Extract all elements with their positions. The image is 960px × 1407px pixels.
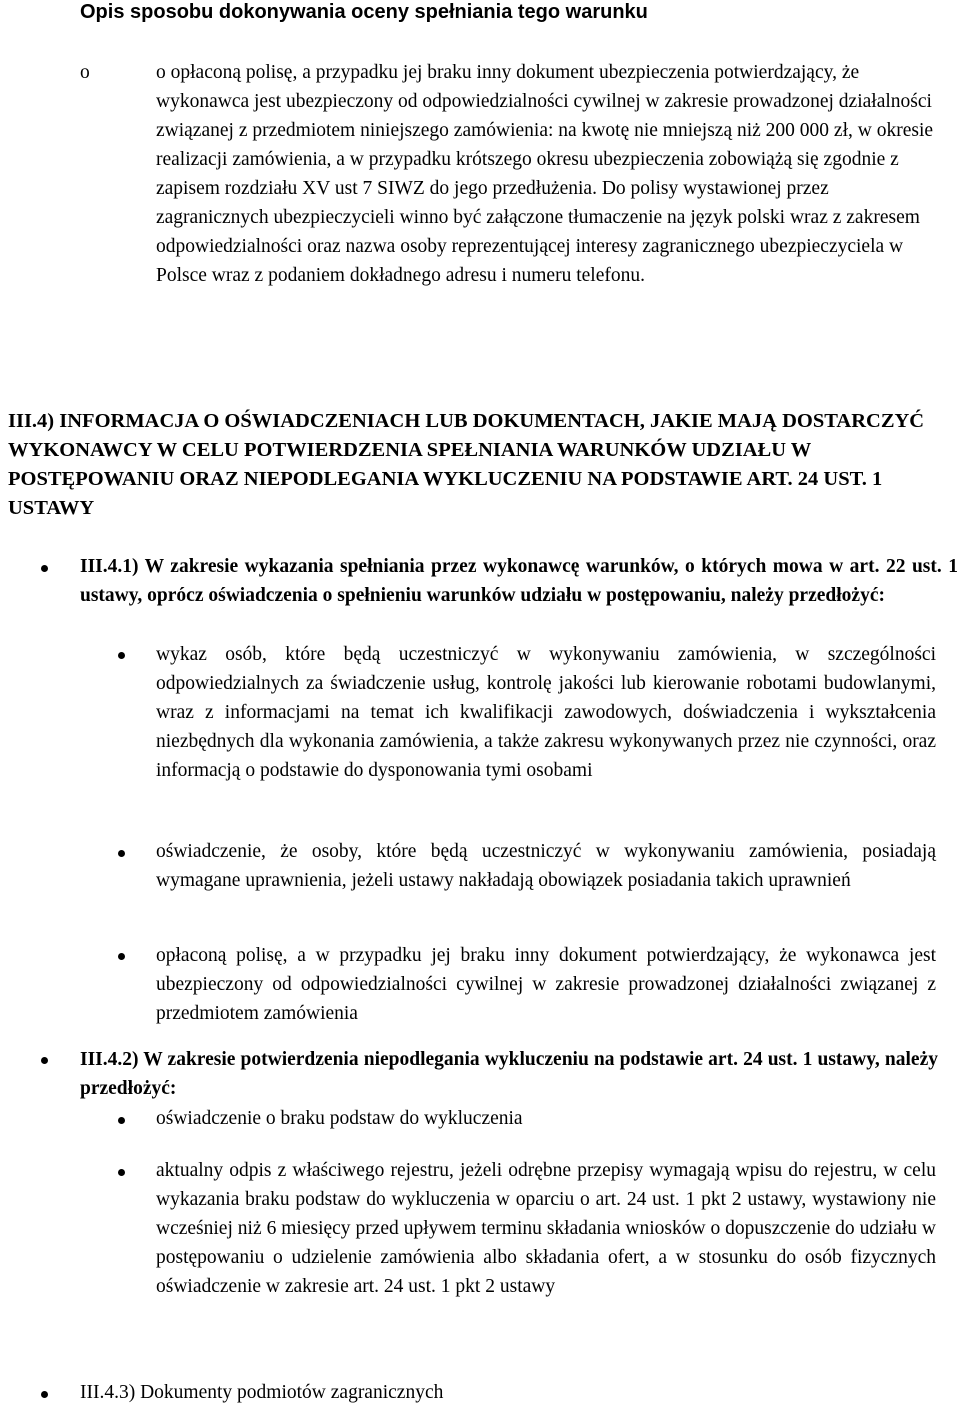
insurance-paragraph-text: o opłaconą polisę, a przypadku jej braku inny dokument ubezpieczenia potwierdzający, że wykonawca jest ubezpieczony od odpowiedzialności cywilnej w zakresie prowadzonej działalności związanej z przedmiotem niniejszego zamówienia: na kwotę nie mniejszą niż 200 000 zł, w okresie realizacji zamówienia, a w przypadku krótszego okresu ubezpieczenia zobowiążą się zgodnie z zapisem rozdziału XV ust 7 SIWZ do jego przedłużenia. Do polisy wystawionej przez zagranicznych ubezpieczycieli winno być załączone tłumaczenie na język polski wraz z zakresem odpowiedzialności oraz nazwa osoby reprezentującej interesy zagranicznego ubezpieczyciela w Polsce wraz z podaniem dokładnego adresu i numeru telefonu. [156,62,934,286]
insurance-paragraph [156,58,938,290]
list-item: wykaz osób, które będą uczestniczyć w wykonywaniu zamówienia, w szczególności odpowiedzialnych za świadczenie usług, kontrolę jakości lub kierowanie robotami budowlanymi, wraz z informacjami na temat ich kwalifikacji zawodowych, doświadczenia i wykształcenia niezbędnych dla wykonania zamówienia, a także zakresu wykonywanych przez nie czynności, oraz informacją o podstawie do dysponowania tymi osobami [156,644,936,781]
section-III-4-heading: III.4) INFORMACJA O OŚWIADCZENIACH LUB DOKUMENTACH, JAKIE MAJĄ DOSTARCZYĆ WYKONAWCY W CELU POTWIERDZENIA SPEŁNIANIA WARUNKÓW UDZIAŁU W POSTĘPOWANIU ORAZ NIEPODLEGANIA WYKLUCZENIU NA PODSTAWIE ART. 24 UST. 1 USTAWY [8,410,925,519]
bullet-icon [118,1117,125,1124]
list-item: oświadczenie o braku podstaw do wykluczenia [156,1108,523,1129]
bullet-icon [118,1169,125,1176]
list-marker-o: o [80,62,90,83]
bullet-icon [41,1391,48,1398]
bullet-icon [118,850,125,857]
bullet-icon [118,652,125,659]
section-heading: Opis sposobu dokonywania oceny spełniania tego warunku [80,1,648,23]
subsection-III-4-2-title: III.4.2) W zakresie potwierdzenia niepodlegania wykluczeniu na podstawie art. 24 ust. 1 ustawy, należy przedłożyć: [80,1049,938,1099]
subsection-III-4-1-title: III.4.1) W zakresie wykazania spełniania przez wykonawcę warunków, o których mowa w art. 22 ust. 1 ustawy, oprócz oświadczenia o spełnieniu warunków udziału w postępowaniu, należy przedłożyć: [80,556,958,606]
bullet-icon [41,565,48,572]
list-item: oświadczenie, że osoby, które będą uczestniczyć w wykonywaniu zamówienia, posiadają wymagane uprawnienia, jeżeli ustawy nakładają obowiązek posiadania takich uprawnień [156,841,936,891]
bullet-icon [118,953,125,960]
bullet-icon [41,1057,48,1064]
list-item: aktualny odpis z właściwego rejestru, jeżeli odrębne przepisy wymagają wpisu do rejestru, w celu wykazania braku podstaw do wykluczenia w oparciu o art. 24 ust. 1 pkt 2 ustawy, wystawiony nie wcześniej niż 6 miesięcy przed upływem terminu składania wniosków o dopuszczenie do udziału w postępowaniu o udzielenie zamówienia albo składania ofert, a w stosunku do osób fizycznych oświadczenie w zakresie art. 24 ust. 1 pkt 2 ustawy [156,1160,936,1297]
list-item: opłaconą polisę, a w przypadku jej braku inny dokument potwierdzający, że wykonawca jest ubezpieczony od odpowiedzialności cywilnej w zakresie prowadzonej działalności związanej z przedmiotem zamówienia [156,945,936,1024]
subsection-III-4-3-title: III.4.3) Dokumenty podmiotów zagranicznych [80,1382,444,1403]
